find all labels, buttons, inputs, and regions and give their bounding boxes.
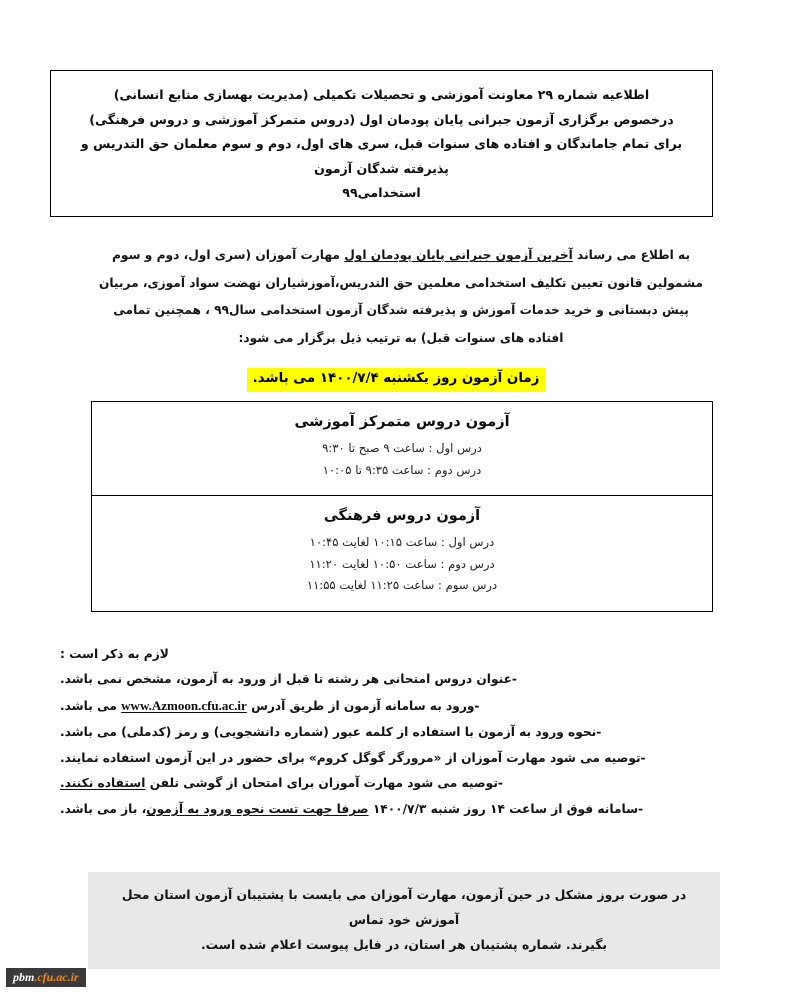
header-line-1: اطلاعیه شماره ۲۹ معاونت آموزشی و تحصیلات تکمیلی (مدیریت بهسازی منابع انسانی): [113, 87, 650, 102]
header-line-2: درخصوص برگزاری آزمون جبرانی پایان پودمان اول (دروس متمرکز آموزشی و دروس فرهنگی): [89, 111, 674, 127]
watermark-primary: pbm: [13, 970, 35, 984]
note-phone-prefix: -توصیه می شود مهارت آموزان برای امتحان از گوشی تلفن: [145, 776, 503, 791]
section-line: درس دوم : ساعت ۱۰:۵۰ لغایت ۱۱:۲۰: [309, 556, 495, 571]
section-title-academic: آزمون دروس متمرکز آموزشی: [294, 414, 510, 430]
note-item-system-open: [60, 797, 726, 823]
note-item-portal-url: [60, 692, 726, 720]
schedule-cell-cultural: [92, 496, 713, 612]
section-title-cultural: آزمون دروس فرهنگی: [323, 508, 481, 525]
intro-part-2: مهارت آموزان (سری اول، دوم و سوم مشمولین قانون تعیین تکلیف استخدامی معلمین حق التدریس،آموزشیاران نهضت سواد آموزی، مربیان پیش دبستانی و خرید خدمات آموزش و پذیرفته شدگان آزمون استخدامی سال۹۹ ، همچنین تمامی افتاده های سنوات قبل) به ترتیب ذیل برگزار می شود:: [98, 248, 704, 345]
note-system-prefix: -سامانه فوق از ساعت ۱۴ روز شنبه ۱۴۰۰/۷/۳: [368, 801, 644, 816]
header-line-3: برای تمام جاماندگان و افتاده های سنوات قبل، سری های اول، دوم و سوم معلمان حق التدریس و پذیرفته شدگان آزمون: [80, 136, 683, 176]
site-watermark: [6, 968, 86, 987]
notes-section: [60, 643, 726, 823]
section-line: درس اول : ساعت ۹ صبح تا ۹:۳۰: [322, 441, 482, 456]
section-line: درس دوم : ساعت ۹:۳۵ تا ۱۰:۰۵: [322, 462, 482, 477]
note-item-login-method: -نحوه ورود به آزمون با استفاده از کلمه عبور (شماره دانشجویی) و رمز (کدملی) می باشد.: [60, 725, 602, 740]
schedule-cell-academic: [92, 402, 713, 496]
intro-part-1: به اطلاع می رساند: [572, 248, 691, 263]
azmoon-portal-link[interactable]: www.Azmoon.cfu.ac.ir: [121, 698, 247, 714]
header-line-4: استخدامی۹۹: [342, 185, 421, 201]
notes-title: لازم به ذکر است :: [60, 647, 169, 661]
exam-schedule-table: [91, 401, 713, 612]
note-item-browser-recommendation: -توصیه می شود مهارت آموزان از «مرورگر گوگل کروم» برای حضور در این آزمون استفاده نمایند.: [60, 750, 646, 765]
note-item-exam-subjects: -عنوان دروس امتحانی هر رشته تا قبل از ورود به آزمون، مشخص نمی باشد.: [60, 671, 517, 686]
table-row: [92, 496, 713, 612]
section-line: درس سوم : ساعت ۱۱:۲۵ لغایت ۱۱:۵۵: [306, 578, 498, 593]
exam-date-highlight: زمان آزمون روز یکشنبه ۱۴۰۰/۷/۴ می باشد.: [247, 368, 546, 392]
note-system-suffix: ، باز می باشد.: [60, 801, 147, 816]
exam-date-row: [0, 367, 792, 392]
announcement-header-box: [50, 70, 713, 217]
support-contact-box: [88, 872, 720, 969]
note-url-prefix: -ورود به سامانه آزمون از طریق آدرس: [246, 699, 480, 714]
intro-paragraph: [96, 242, 706, 352]
watermark-secondary: .cfu.ac.ir: [34, 970, 79, 984]
section-line: درس اول : ساعت ۱۰:۱۵ لغایت ۱۰:۴۵: [309, 535, 495, 550]
note-item-no-phone: [60, 771, 726, 797]
table-row: [92, 402, 713, 496]
intro-underlined-phrase: آخرین آزمون جبرانی پایان پودمان اول: [344, 248, 573, 263]
note-phone-underlined: استفاده نکنند.: [60, 776, 146, 791]
support-line-2: بگیرند. شماره پشتیبان هر استان، در فایل پیوست اعلام شده است.: [200, 936, 608, 952]
support-line-1: در صورت بروز مشکل در حین آزمون، مهارت آموزان می بایست با پشتیبان آزمون استان محل آموزش خود تماس: [121, 887, 687, 927]
note-url-suffix: می باشد.: [60, 699, 122, 714]
note-system-underlined: صرفا جهت تست نحوه ورود به آزمون: [146, 801, 369, 816]
